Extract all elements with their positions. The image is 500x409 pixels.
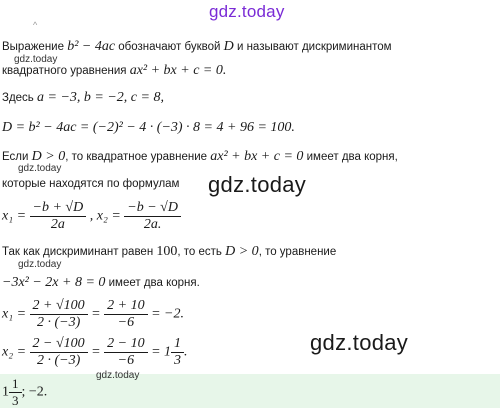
root-2-result-numerator: 1 <box>174 336 182 351</box>
answer-fraction <box>9 376 22 409</box>
line-2-text-a: квадратного уравнения <box>2 65 127 77</box>
root-2-calc <box>2 336 188 369</box>
root-1-mid-denominator: −6 <box>104 314 147 331</box>
answer-int: 1 <box>2 384 9 400</box>
period: . <box>184 344 188 360</box>
root-1-denominator: 2 · (−3) <box>30 314 88 331</box>
equation-general-2: ax² + bx + c = 0 <box>210 149 304 164</box>
root-1-result: = −2. <box>151 306 184 322</box>
root-2-numerator: 2 − √100 <box>32 336 85 351</box>
equation-specific: −3x² − 2x + 8 = 0 <box>2 275 106 290</box>
line-1-text-c: и называют дискриминантом <box>236 41 392 53</box>
root-2-mid-fraction <box>104 336 147 369</box>
coefficients: a = −3, b = −2, c = 8, <box>37 90 164 105</box>
condition-D-positive-2: D > 0 <box>225 244 259 259</box>
x2-denominator: 2a. <box>124 216 181 233</box>
root-2-result-int: = 1 <box>151 344 172 360</box>
root-2-denominator: 2 · (−3) <box>30 352 88 369</box>
expr-b2-4ac: b² − 4ac <box>67 39 116 54</box>
line-1 <box>2 40 392 54</box>
watermark-small-1: gdz.today <box>14 54 58 65</box>
watermark-small-3: gdz.today <box>18 259 62 270</box>
x1-fraction <box>30 200 87 233</box>
root-2-result-fraction <box>171 336 184 369</box>
line-1-text-b: обозначают буквой <box>118 41 221 53</box>
line-6: которые находятся по формулам <box>2 178 180 190</box>
answer-denominator: 3 <box>9 392 22 409</box>
root-1-fraction <box>30 298 88 331</box>
line-8-text-c: , то уравнение <box>258 246 337 258</box>
x2-fraction <box>124 200 181 233</box>
equation-general: ax² + bx + c = 0. <box>129 63 227 78</box>
line-8-text-b: , то есть <box>177 246 222 258</box>
faint-mark: ^ <box>33 20 38 30</box>
discriminant-calc: D = b² − 4ac = (−2)² − 4 · (−3) · 8 = 4 + 96 = 100. <box>2 120 295 135</box>
line-8-text-a: Так как дискриминант равен <box>2 246 154 258</box>
root-1-calc <box>2 298 184 331</box>
root-1-numerator: 2 + √100 <box>32 298 85 313</box>
root-1-mid-numerator: 2 + 10 <box>107 298 145 313</box>
condition-D-positive: D > 0 <box>31 149 66 164</box>
line-9 <box>2 276 200 290</box>
equals-sign-2: = <box>91 344 101 360</box>
line-5-text-a: Если <box>2 151 29 163</box>
root-1-mid-fraction <box>104 298 147 331</box>
root-2-fraction <box>30 336 88 369</box>
root-2-result-denominator: 3 <box>171 352 184 369</box>
root-2-lhs: x₂ = <box>2 344 27 360</box>
x1-numerator: −b + √D <box>32 200 84 215</box>
line-9-text-a: имеет два корня. <box>108 277 200 289</box>
line-8 <box>2 245 336 259</box>
watermark-big-1: gdz.today <box>208 172 307 197</box>
line-2 <box>2 64 226 78</box>
watermark-top: gdz.today <box>209 2 285 21</box>
root-1-lhs: x₁ = <box>2 306 27 322</box>
watermark-big-2: gdz.today <box>310 330 409 355</box>
line-3 <box>2 91 164 105</box>
watermark-small-2: gdz.today <box>18 163 62 174</box>
answer <box>2 376 47 409</box>
watermark-small-4: gdz.today <box>96 370 140 381</box>
x1-denominator: 2a <box>30 216 87 233</box>
root-formulas <box>2 200 181 233</box>
answer-rest: ; −2. <box>21 384 48 400</box>
value-100: 100 <box>156 244 178 259</box>
line-3-text-a: Здесь <box>2 92 34 104</box>
x2-numerator: −b − √D <box>127 200 178 215</box>
symbol-D: D <box>223 39 234 54</box>
x1-lhs: x₁ = <box>2 208 27 224</box>
line-5 <box>2 150 398 164</box>
root-2-mid-denominator: −6 <box>104 352 147 369</box>
answer-numerator: 1 <box>12 376 19 391</box>
line-5-text-c: имеет два корня, <box>306 151 398 163</box>
root-2-mid-numerator: 2 − 10 <box>107 336 145 351</box>
line-1-text-a: Выражение <box>2 41 64 53</box>
answer-panel <box>0 374 500 408</box>
x2-lhs: , x₂ = <box>89 208 121 224</box>
equals-sign: = <box>91 306 101 322</box>
line-5-text-b: , то квадратное уравнение <box>65 151 208 163</box>
